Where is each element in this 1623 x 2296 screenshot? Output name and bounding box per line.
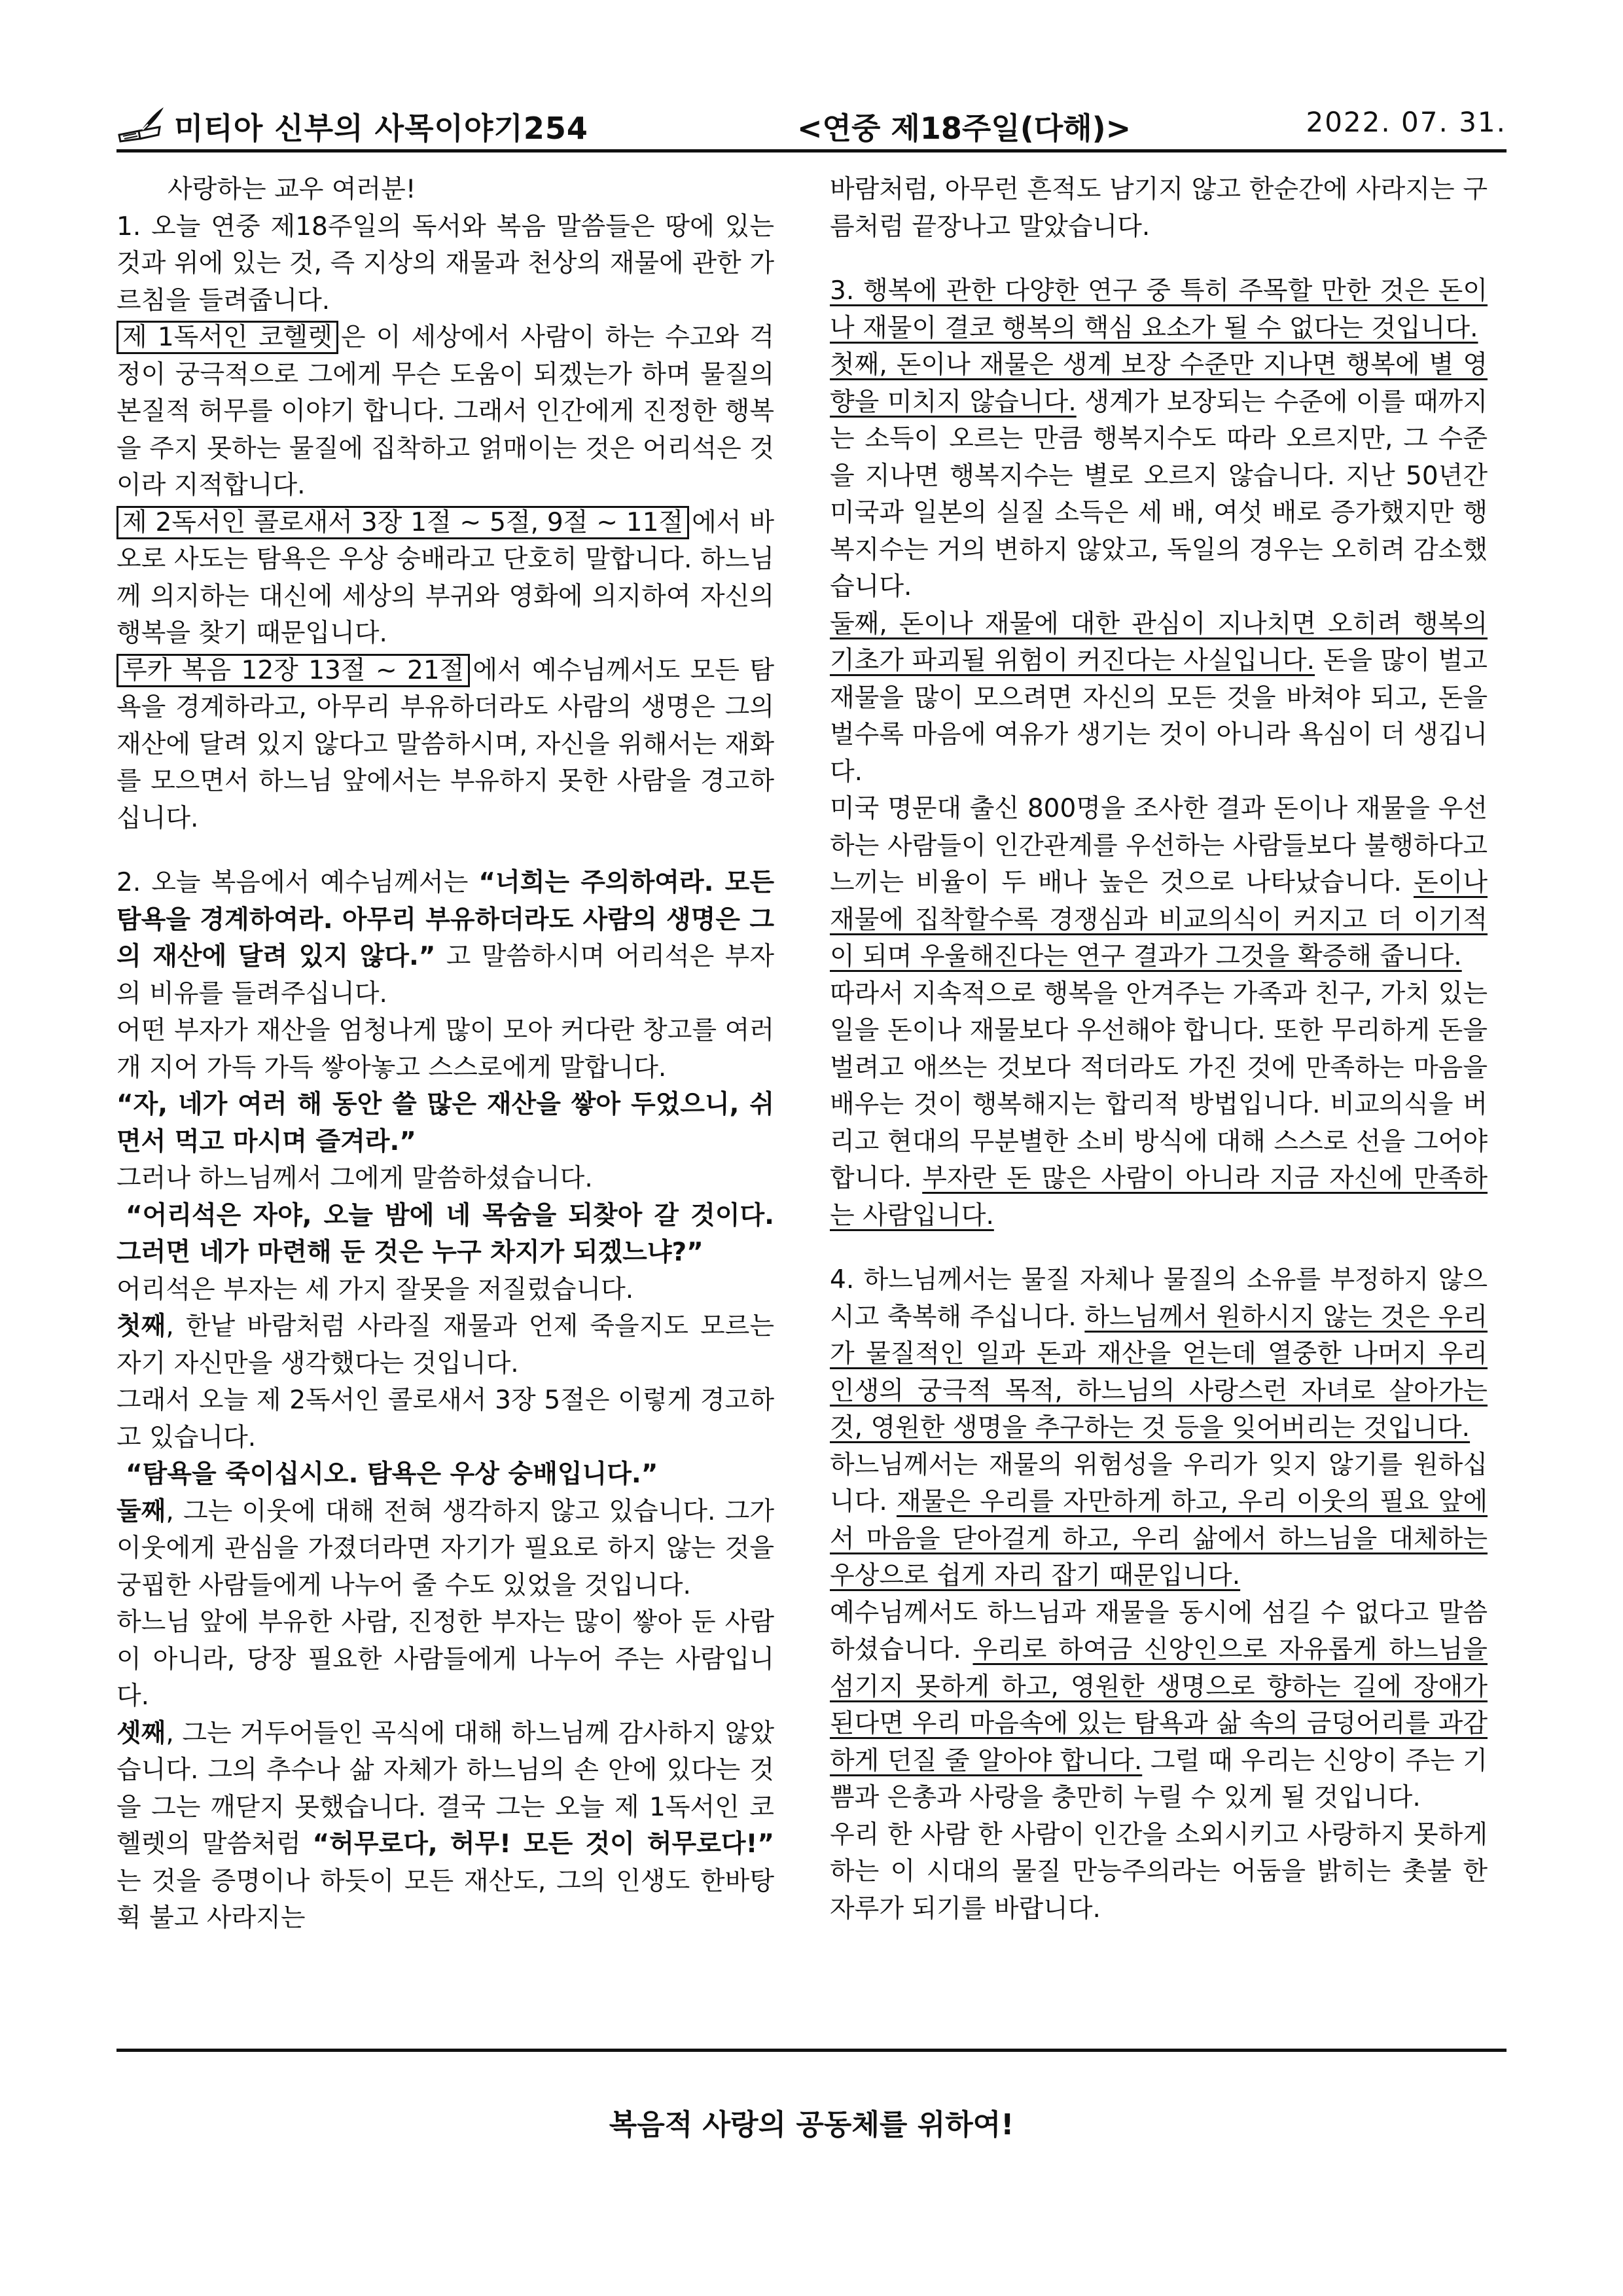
section-3-intro: 3. 행복에 관한 다양한 연구 중 특히 주목할 만한 것은 돈이나 재물이 결코 행복의 핵심 요소가 될 수 없다는 것입니다. xyxy=(830,276,1488,343)
point-second: 둘째, 돈이나 재물에 대한 관심이 지나치면 오히려 행복의 기초가 파괴될 위험이 커진다는 사실입니다. 돈을 많이 벌고 재물을 많이 모으려면 자신의 모든 것을 바쳐야 되고, 돈을 벌수록 마음에 여유가 생기는 것이 아니라 욕심이 더 생깁니다. xyxy=(830,609,1488,787)
study-paragraph: 미국 명문대 출신 800명을 조사한 결과 돈이나 재물을 우선하는 사람들이 인간관계를 우선하는 사람들보다 불행하다고 느끼는 비율이 두 배나 높은 것으로 나타났습니다. 돈이나 재물에 집착할수록 경쟁심과 비교의식이 커지고 더 이기적이 되며 우울해진다는 연구 결과가 그것을 확증해 줍니다. xyxy=(830,794,1488,971)
closing-paragraph: 우리 한 사람 한 사람이 인간을 소외시키고 사랑하지 못하게 하는 이 시대의 물질 만능주의라는 어둠을 밝히는 촛불 한 자루가 되기를 바랍니다. xyxy=(830,1820,1488,1924)
danger-paragraph: 하느님께서는 재물의 위험성을 우리가 잊지 않기를 원하십니다. 재물은 우리를 자만하게 하고, 우리 이웃의 필요 앞에서 마음을 닫아걸게 하고, 우리 삶에서 하느님을 대체하는 우상으로 쉽게 자리 잡기 때문입니다. xyxy=(830,1450,1488,1590)
colossians-text: 그래서 오늘 제 2독서인 콜로새서 3장 5절은 이렇게 경고하고 있습니다. xyxy=(116,1386,774,1452)
series-title: 미티아 신부의 사목이야기254 xyxy=(174,111,588,146)
colossians-quote: “탐욕을 죽이십시오. 탐욕은 우상 숭배입니다.” xyxy=(126,1460,658,1489)
mistake-first: 첫째, 한낱 바람처럼 사라질 재물과 언제 죽을지도 모르는 자기 자신만을 생각했다는 것입니다. xyxy=(116,1312,774,1378)
gospel-text: 에서 예수님께서도 모든 탐욕을 경계하라고, 아무리 부유하더라도 사람의 생명은 그의 재산에 달려 있지 않다고 말씀하시며, 자신을 위해서는 재화를 모으면서 하느님 앞에서는 부유하지 못한 사람을 경고하십니다. xyxy=(116,655,774,833)
vanity-quote: “허무로다, 허무! 모든 것이 허무로다!” xyxy=(312,1829,774,1859)
parable-text: 어떤 부자가 재산을 엄청나게 많이 모아 커다란 창고를 여러 개 지어 가득 가득 쌓아놓고 스스로에게 말합니다. xyxy=(116,1016,774,1083)
right-column xyxy=(830,171,1488,1928)
first-reading-ref: 제 1독서인 코헬렛 xyxy=(116,321,338,354)
point-first: 첫째, 돈이나 재물은 생계 보장 수준만 지나면 행복에 별 영향을 미치지 않습니다. 생계가 보장되는 수준에 이를 때까지는 소득이 오르는 만큼 행복지수도 따라 오르지만, 그 수준을 지나면 행복지수는 별로 오르지 않습니다. 지난 50년간 미국과 일본의 실질 소득은 세 배, 여섯 배로 증가했지만 행복지수는 거의 변하지 않았고, 독일의 경우는 오히려 감소했습니다. xyxy=(830,350,1488,601)
left-column xyxy=(116,171,774,1937)
second-reading-text: 에서 바오로 사도는 탐욕은 우상 숭배라고 단호히 말합니다. 하느님께 의지하는 대신에 세상의 부귀와 영화에 의지하여 자신의 행복을 찾기 때문입니다. xyxy=(116,507,775,648)
footer-divider xyxy=(116,2049,1507,2052)
first-reading-paragraph xyxy=(116,319,774,505)
first-reading-text: 은 이 세상에서 사람이 하는 수고와 걱정이 궁극적으로 그에게 무슨 도움이 되겠는가 하며 물질의 본질적 허무를 이야기 합니다. 그래서 인간에게 진정한 행복을 주지 못하는 물질에 집착하고 얽매이는 것은 어리석은 것이라 지적합니다. xyxy=(116,323,774,500)
mistake-third: 셋째, 그는 거두어들인 곡식에 대해 하느님께 감사하지 않았습니다. 그의 추수나 삶 자체가 하느님의 손 안에 있다는 것을 그는 깨닫지 못했습니다. 결국 그는 오늘 제 1독서인 코헬렛의 말씀처럼 “허무로다, 허무! 모든 것이 허무로다!” 는 것을 증명이나 하듯이 모든 재산도, 그의 인생도 한바탕 휙 불고 사라지는 xyxy=(116,1718,774,1933)
gospel-quote: “너희는 주의하여라. 모든 탐욕을 경계하여라. 아무리 부유하더라도 사람의 생명은 그의 재산에 달려 있지 않다.” xyxy=(116,868,775,971)
true-rich-text: 하느님 앞에 부유한 사람, 진정한 부자는 많이 쌓아 둔 사람이 아니라, 당장 필요한 사람들에게 나누어 주는 사람입니다. xyxy=(116,1607,774,1711)
book-and-quill-icon xyxy=(116,105,165,144)
rich-man-quote: “자, 네가 여러 해 동안 쓸 많은 재산을 쌓아 두었으니, 쉬면서 먹고 마시며 즐겨라.” xyxy=(116,1090,774,1157)
god-said-text: 그러나 하느님께서 그에게 말씀하셨습니다. xyxy=(116,1164,593,1193)
gospel-paragraph xyxy=(116,653,774,838)
page-header xyxy=(116,99,1507,152)
second-reading-paragraph xyxy=(116,505,774,653)
issue-date: 2022. 07. 31. xyxy=(1306,106,1507,138)
greeting: 사랑하는 교우 여러분! xyxy=(168,175,416,204)
second-reading-ref: 제 2독서인 콜로새서 3장 1절 ~ 5절, 9절 ~ 11절 xyxy=(116,506,689,539)
section-4-intro: 4. 하느님께서는 물질 자체나 물질의 소유를 부정하지 않으시고 축복해 주십니다. 하느님께서 원하시지 않는 것은 우리가 물질적인 일과 돈과 재산을 얻는데 열중한 나머지 우리 인생의 궁극적 목적, 하느님의 사랑스런 자녀로 살아가는 것, 영원한 생명을 추구하는 것 등을 잊어버리는 것입니다. xyxy=(830,1265,1488,1443)
jesus-paragraph: 예수님께서도 하느님과 재물을 동시에 섬길 수 없다고 말씀하셨습니다. 우리로 하여금 신앙인으로 자유롭게 하느님을 섬기지 못하게 하고, 영원한 생명으로 향하는 길에 장애가 된다면 우리 마음속에 있는 탐욕과 삶 속의 금덩어리를 과감하게 던질 줄 알아야 합니다. 그럴 때 우리는 신앙이 주는 기쁨과 은총과 사랑을 충만히 누릴 수 있게 될 것입니다. xyxy=(830,1598,1488,1812)
continuation-text: 바람처럼, 아무런 흔적도 남기지 않고 한순간에 사라지는 구름처럼 끝장나고 말았습니다. xyxy=(830,175,1488,242)
section-1-intro: 1. 오늘 연중 제18주일의 독서와 복음 말씀들은 땅에 있는 것과 위에 있는 것, 즉 지상의 재물과 천상의 재물에 관한 가르침을 들려줍니다. xyxy=(116,211,774,315)
three-mistakes: 어리석은 부자는 세 가지 잘못을 저질렀습니다. xyxy=(116,1274,634,1304)
liturgical-occasion: <연중 제18주일(다해)> xyxy=(797,111,1132,146)
god-quote: “어리석은 자야, 오늘 밤에 네 목숨을 되찾아 갈 것이다. 그러면 네가 마련해 둔 것은 누구 차지가 되겠느냐?” xyxy=(116,1200,774,1267)
mistake-second: 둘째, 그는 이웃에 대해 전혀 생각하지 않고 있습니다. 그가 이웃에게 관심을 가졌더라면 자기가 필요로 하지 않는 것을 궁핍한 사람들에게 나누어 줄 수도 있었을 것입니다. xyxy=(116,1496,774,1600)
gospel-ref: 루카 복음 12장 13절 ~ 21절 xyxy=(116,654,470,687)
section-2-intro: 2. 오늘 복음에서 예수님께서는 “너희는 주의하여라. 모든 탐욕을 경계하여라. 아무리 부유하더라도 사람의 생명은 그의 재산에 달려 있지 않다.” 고 말씀하시며 어리석은 부자의 비유를 들려주십니다. xyxy=(116,868,775,1009)
footer-motto: 복음적 사랑의 공동체를 위하여! xyxy=(609,2108,1014,2142)
therefore-paragraph: 따라서 지속적으로 행복을 안겨주는 가족과 친구, 가치 있는 일을 돈이나 재물보다 우선해야 합니다. 또한 무리하게 돈을 벌려고 애쓰는 것보다 적더라도 가진 것에 만족하는 마음을 배우는 것이 행복해지는 합리적 방법입니다. 비교의식을 버리고 현대의 무분별한 소비 방식에 대해 스스로 선을 그어야 합니다. 부자란 돈 많은 사람이 아니라 지금 자신에 만족하는 사람입니다. xyxy=(830,978,1488,1230)
